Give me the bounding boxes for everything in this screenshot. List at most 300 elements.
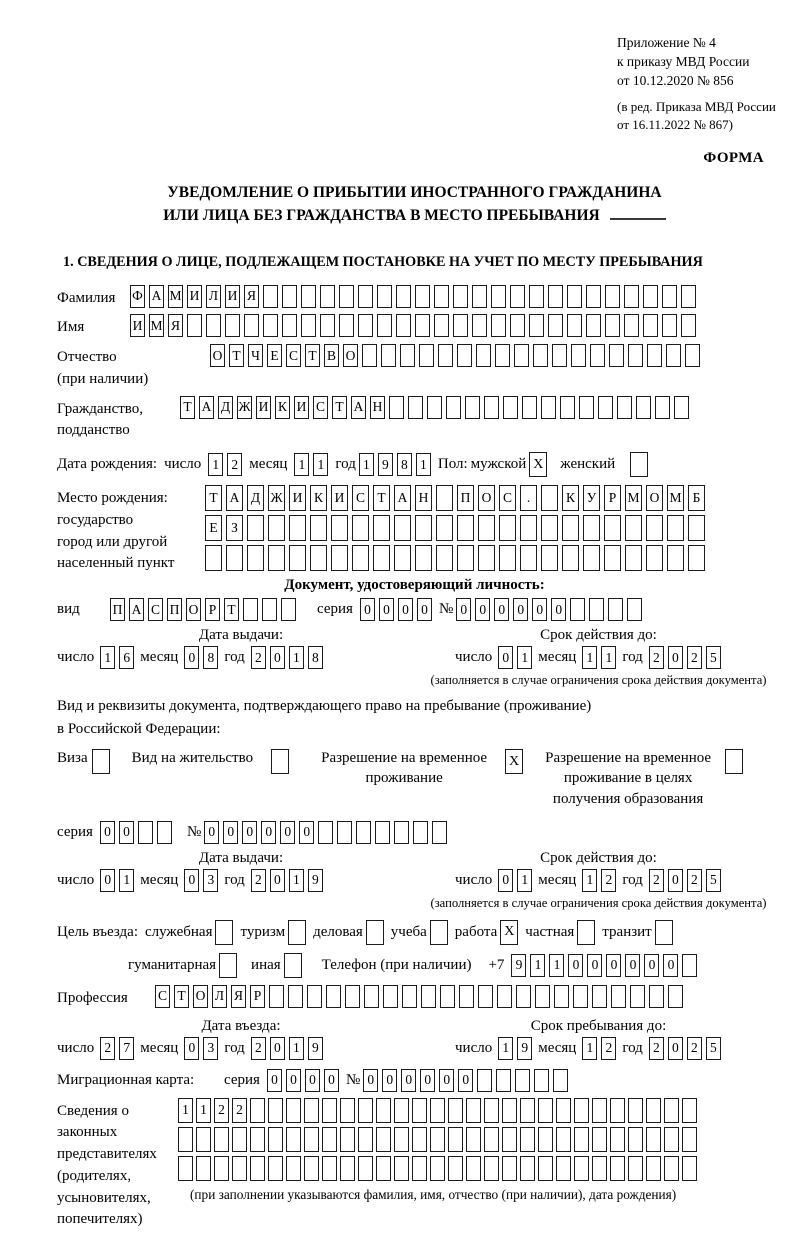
form-cell[interactable] [301, 314, 316, 337]
form-cell[interactable] [358, 285, 373, 308]
form-cell[interactable]: Р [205, 598, 220, 621]
form-cell[interactable] [520, 1156, 535, 1181]
form-cell[interactable]: 1 [289, 869, 304, 892]
form-cell[interactable] [289, 515, 306, 541]
form-cell[interactable]: 0 [513, 598, 528, 621]
form-cell[interactable] [430, 1127, 445, 1152]
form-cell[interactable]: 2 [214, 1098, 229, 1123]
form-cell[interactable]: 0 [625, 954, 640, 977]
form-cell[interactable] [625, 515, 642, 541]
form-cell[interactable]: К [275, 396, 290, 419]
form-cell[interactable]: О [210, 344, 225, 367]
form-cell[interactable]: Д [218, 396, 233, 419]
form-cell[interactable] [322, 1098, 337, 1123]
form-cell[interactable]: Т [224, 598, 239, 621]
form-cell[interactable]: 0 [668, 1037, 683, 1060]
form-cell[interactable] [725, 749, 743, 774]
form-cell[interactable] [688, 515, 705, 541]
form-cell[interactable]: И [331, 485, 348, 511]
form-cell[interactable]: С [313, 396, 328, 419]
form-cell[interactable]: 5 [706, 646, 721, 669]
form-cell[interactable] [250, 1156, 265, 1181]
form-cell[interactable]: 1 [289, 646, 304, 669]
form-cell[interactable]: 0 [668, 646, 683, 669]
form-cell[interactable]: Я [231, 985, 246, 1008]
form-cell[interactable] [263, 285, 278, 308]
form-cell[interactable]: К [310, 485, 327, 511]
form-cell[interactable] [389, 396, 404, 419]
form-cell[interactable]: 0 [360, 598, 375, 621]
form-cell[interactable] [604, 515, 621, 541]
form-cell[interactable] [459, 985, 474, 1008]
form-cell[interactable] [510, 285, 525, 308]
form-cell[interactable]: Т [332, 396, 347, 419]
form-cell[interactable]: 0 [305, 1069, 320, 1092]
form-cell[interactable]: 1 [530, 954, 545, 977]
form-cell[interactable] [562, 515, 579, 541]
form-cell[interactable] [610, 1098, 625, 1123]
form-cell[interactable]: 0 [299, 821, 314, 844]
form-cell[interactable] [538, 1127, 553, 1152]
form-cell[interactable] [466, 1156, 481, 1181]
form-cell[interactable] [491, 285, 506, 308]
form-cell[interactable] [436, 515, 453, 541]
form-cell[interactable]: Е [267, 344, 282, 367]
form-cell[interactable]: О [478, 485, 495, 511]
form-cell[interactable] [589, 598, 604, 621]
form-cell[interactable] [268, 1098, 283, 1123]
form-cell[interactable]: 2 [601, 869, 616, 892]
form-cell[interactable] [358, 314, 373, 337]
form-cell[interactable] [514, 344, 529, 367]
form-cell[interactable] [289, 545, 306, 571]
form-cell[interactable] [196, 1156, 211, 1181]
form-cell[interactable] [269, 985, 284, 1008]
form-cell[interactable]: 1 [208, 453, 223, 476]
form-cell[interactable] [377, 314, 392, 337]
form-cell[interactable] [529, 314, 544, 337]
form-cell[interactable]: 0 [100, 821, 115, 844]
form-cell[interactable] [320, 285, 335, 308]
form-cell[interactable] [268, 1127, 283, 1152]
form-cell[interactable]: Л [212, 985, 227, 1008]
form-cell[interactable] [244, 314, 259, 337]
form-cell[interactable] [554, 985, 569, 1008]
form-cell[interactable] [288, 920, 306, 945]
form-cell[interactable]: З [226, 515, 243, 541]
form-cell[interactable]: 0 [663, 954, 678, 977]
form-cell[interactable] [647, 344, 662, 367]
form-cell[interactable]: Т [205, 485, 222, 511]
form-cell[interactable]: С [499, 485, 516, 511]
form-cell[interactable] [362, 344, 377, 367]
form-cell[interactable] [394, 1127, 409, 1152]
form-cell[interactable] [301, 285, 316, 308]
form-cell[interactable] [574, 1156, 589, 1181]
form-cell[interactable]: 1 [582, 869, 597, 892]
form-cell[interactable] [502, 1098, 517, 1123]
form-cell[interactable]: И [289, 485, 306, 511]
form-cell[interactable] [310, 545, 327, 571]
form-cell[interactable] [502, 1127, 517, 1152]
form-cell[interactable]: 1 [294, 453, 309, 476]
form-cell[interactable] [562, 545, 579, 571]
form-cell[interactable]: 0 [587, 954, 602, 977]
form-cell[interactable] [457, 545, 474, 571]
form-cell[interactable] [666, 344, 681, 367]
form-cell[interactable]: М [149, 314, 164, 337]
form-cell[interactable]: 9 [517, 1037, 532, 1060]
form-cell[interactable] [516, 985, 531, 1008]
form-cell[interactable]: У [583, 485, 600, 511]
form-cell[interactable]: 2 [601, 1037, 616, 1060]
form-cell[interactable] [662, 285, 677, 308]
form-cell[interactable] [592, 1127, 607, 1152]
form-cell[interactable] [541, 545, 558, 571]
form-cell[interactable]: В [324, 344, 339, 367]
form-cell[interactable] [408, 396, 423, 419]
form-cell[interactable] [282, 314, 297, 337]
form-cell[interactable] [307, 985, 322, 1008]
form-cell[interactable] [430, 1156, 445, 1181]
form-cell[interactable] [376, 1127, 391, 1152]
form-cell[interactable] [288, 985, 303, 1008]
form-cell[interactable] [453, 285, 468, 308]
form-cell[interactable]: А [149, 285, 164, 308]
form-cell[interactable] [394, 821, 409, 844]
form-cell[interactable]: А [199, 396, 214, 419]
form-cell[interactable] [541, 396, 556, 419]
form-cell[interactable] [187, 314, 202, 337]
form-cell[interactable] [366, 920, 384, 945]
form-cell[interactable] [396, 285, 411, 308]
form-cell[interactable]: Д [247, 485, 264, 511]
form-cell[interactable] [515, 1069, 530, 1092]
form-cell[interactable] [548, 285, 563, 308]
form-cell[interactable] [243, 598, 258, 621]
form-cell[interactable]: 0 [363, 1069, 378, 1092]
form-cell[interactable] [434, 285, 449, 308]
form-cell[interactable] [340, 1127, 355, 1152]
form-cell[interactable] [205, 545, 222, 571]
form-cell[interactable] [556, 1098, 571, 1123]
form-cell[interactable] [538, 1156, 553, 1181]
form-cell[interactable]: М [168, 285, 183, 308]
form-cell[interactable]: С [148, 598, 163, 621]
form-cell[interactable] [339, 285, 354, 308]
form-cell[interactable]: 2 [100, 1037, 115, 1060]
form-cell[interactable]: 1 [582, 646, 597, 669]
form-cell[interactable]: 9 [308, 869, 323, 892]
form-cell[interactable] [567, 314, 582, 337]
form-cell[interactable] [510, 314, 525, 337]
form-cell[interactable] [412, 1127, 427, 1152]
form-cell[interactable]: О [186, 598, 201, 621]
form-cell[interactable] [533, 344, 548, 367]
form-cell[interactable] [605, 285, 620, 308]
form-cell[interactable] [457, 344, 472, 367]
form-cell[interactable] [215, 920, 233, 945]
form-cell[interactable]: 1 [416, 453, 431, 476]
form-cell[interactable] [250, 1127, 265, 1152]
form-cell[interactable]: 2 [251, 869, 266, 892]
form-cell[interactable] [345, 985, 360, 1008]
form-cell[interactable] [552, 344, 567, 367]
form-cell[interactable] [271, 749, 289, 774]
form-cell[interactable] [226, 545, 243, 571]
form-cell[interactable]: 1 [517, 646, 532, 669]
form-cell[interactable] [682, 1127, 697, 1152]
form-cell[interactable]: Я [244, 285, 259, 308]
form-cell[interactable] [400, 344, 415, 367]
form-cell[interactable] [352, 545, 369, 571]
form-cell[interactable]: 5 [706, 869, 721, 892]
form-cell[interactable] [322, 1156, 337, 1181]
form-cell[interactable] [381, 344, 396, 367]
form-cell[interactable] [649, 985, 664, 1008]
form-cell[interactable]: 9 [378, 453, 393, 476]
form-cell[interactable] [326, 985, 341, 1008]
form-cell[interactable] [376, 1156, 391, 1181]
form-cell[interactable] [520, 1098, 535, 1123]
form-cell[interactable] [567, 285, 582, 308]
form-cell[interactable] [413, 821, 428, 844]
form-cell[interactable] [667, 515, 684, 541]
form-cell[interactable] [477, 1069, 492, 1092]
form-cell[interactable] [466, 1127, 481, 1152]
form-cell[interactable] [448, 1098, 463, 1123]
form-cell[interactable] [331, 545, 348, 571]
form-cell[interactable] [375, 821, 390, 844]
form-cell[interactable]: Л [206, 285, 221, 308]
form-cell[interactable]: И [225, 285, 240, 308]
form-cell[interactable]: 1 [196, 1098, 211, 1123]
form-cell[interactable] [438, 344, 453, 367]
form-cell[interactable] [394, 545, 411, 571]
form-cell[interactable] [522, 396, 537, 419]
form-cell[interactable]: 0 [223, 821, 238, 844]
form-cell[interactable] [457, 515, 474, 541]
form-cell[interactable] [628, 344, 643, 367]
form-cell[interactable] [196, 1127, 211, 1152]
form-cell[interactable]: 0 [184, 1037, 199, 1060]
form-cell[interactable]: 0 [551, 598, 566, 621]
form-cell[interactable]: 0 [456, 598, 471, 621]
form-cell[interactable] [356, 821, 371, 844]
form-cell[interactable] [590, 344, 605, 367]
form-cell[interactable] [667, 545, 684, 571]
form-cell[interactable] [92, 749, 110, 774]
form-cell[interactable] [446, 396, 461, 419]
form-cell[interactable] [664, 1156, 679, 1181]
form-cell[interactable] [688, 545, 705, 571]
form-cell[interactable]: 0 [270, 1037, 285, 1060]
form-cell[interactable]: 8 [308, 646, 323, 669]
form-cell[interactable] [592, 1156, 607, 1181]
form-cell[interactable]: 0 [606, 954, 621, 977]
form-cell[interactable] [625, 545, 642, 571]
form-cell[interactable] [664, 1127, 679, 1152]
form-cell[interactable]: М [625, 485, 642, 511]
form-cell[interactable] [383, 985, 398, 1008]
form-cell[interactable] [268, 1156, 283, 1181]
form-cell[interactable]: 1 [119, 869, 134, 892]
form-cell[interactable]: П [457, 485, 474, 511]
form-cell[interactable] [499, 545, 516, 571]
form-cell[interactable] [682, 1098, 697, 1123]
form-cell[interactable] [624, 285, 639, 308]
form-cell[interactable]: С [155, 985, 170, 1008]
form-cell[interactable]: Р [250, 985, 265, 1008]
form-cell[interactable]: 9 [308, 1037, 323, 1060]
form-cell[interactable] [472, 285, 487, 308]
form-cell[interactable] [655, 396, 670, 419]
form-cell[interactable]: К [562, 485, 579, 511]
form-cell[interactable] [436, 485, 453, 511]
form-cell[interactable] [304, 1156, 319, 1181]
form-cell[interactable] [541, 485, 558, 511]
form-cell[interactable] [268, 545, 285, 571]
form-cell[interactable]: 0 [644, 954, 659, 977]
form-cell[interactable]: А [226, 485, 243, 511]
form-cell[interactable] [535, 985, 550, 1008]
form-cell[interactable]: 0 [270, 869, 285, 892]
form-cell[interactable] [419, 344, 434, 367]
form-cell[interactable] [598, 396, 613, 419]
form-cell[interactable] [674, 396, 689, 419]
form-cell[interactable] [496, 1069, 511, 1092]
form-cell[interactable]: 0 [204, 821, 219, 844]
form-cell[interactable]: 0 [184, 646, 199, 669]
form-cell[interactable] [627, 598, 642, 621]
form-cell[interactable] [608, 598, 623, 621]
form-cell[interactable]: П [110, 598, 125, 621]
form-cell[interactable]: 9 [511, 954, 526, 977]
form-cell[interactable] [610, 1127, 625, 1152]
form-cell[interactable] [453, 314, 468, 337]
form-cell[interactable] [206, 314, 221, 337]
form-cell[interactable] [232, 1127, 247, 1152]
form-cell[interactable] [394, 515, 411, 541]
form-cell[interactable]: 0 [242, 821, 257, 844]
form-cell[interactable]: 0 [498, 646, 513, 669]
form-cell[interactable]: Ж [237, 396, 252, 419]
form-cell[interactable]: 2 [687, 869, 702, 892]
form-cell[interactable] [225, 314, 240, 337]
form-cell[interactable] [664, 1098, 679, 1123]
form-cell[interactable] [681, 285, 696, 308]
form-cell[interactable]: П [167, 598, 182, 621]
form-cell[interactable] [465, 396, 480, 419]
form-cell[interactable] [178, 1127, 193, 1152]
form-cell[interactable] [586, 285, 601, 308]
form-cell[interactable]: 0 [420, 1069, 435, 1092]
form-cell[interactable] [491, 314, 506, 337]
form-cell[interactable]: 1 [313, 453, 328, 476]
form-cell[interactable] [520, 515, 537, 541]
form-cell[interactable] [337, 821, 352, 844]
form-cell[interactable] [304, 1098, 319, 1123]
form-cell[interactable] [574, 1098, 589, 1123]
form-cell[interactable] [646, 1098, 661, 1123]
form-cell[interactable] [534, 1069, 549, 1092]
form-cell[interactable] [548, 314, 563, 337]
form-cell[interactable]: С [286, 344, 301, 367]
form-cell[interactable]: 0 [267, 1069, 282, 1092]
form-cell[interactable] [448, 1127, 463, 1152]
form-cell[interactable] [478, 985, 493, 1008]
form-cell[interactable]: 1 [100, 646, 115, 669]
form-cell[interactable] [574, 1127, 589, 1152]
form-cell[interactable] [484, 396, 499, 419]
form-cell[interactable]: 0 [270, 646, 285, 669]
form-cell[interactable]: Н [370, 396, 385, 419]
form-cell[interactable]: Я [168, 314, 183, 337]
form-cell[interactable] [586, 314, 601, 337]
form-cell[interactable] [157, 821, 172, 844]
form-cell[interactable] [310, 515, 327, 541]
form-cell[interactable]: 7 [119, 1037, 134, 1060]
form-cell[interactable] [476, 344, 491, 367]
form-cell[interactable] [604, 545, 621, 571]
form-cell[interactable]: 0 [286, 1069, 301, 1092]
form-cell[interactable] [412, 1098, 427, 1123]
form-cell[interactable]: И [130, 314, 145, 337]
form-cell[interactable]: И [294, 396, 309, 419]
form-cell[interactable]: 0 [532, 598, 547, 621]
form-cell[interactable] [448, 1156, 463, 1181]
form-cell[interactable]: 1 [359, 453, 374, 476]
form-cell[interactable]: 0 [184, 869, 199, 892]
form-cell[interactable]: М [667, 485, 684, 511]
form-cell[interactable]: 0 [324, 1069, 339, 1092]
form-cell[interactable]: Т [229, 344, 244, 367]
form-cell[interactable] [495, 344, 510, 367]
form-cell[interactable] [358, 1156, 373, 1181]
form-cell[interactable] [592, 985, 607, 1008]
form-cell[interactable] [178, 1156, 193, 1181]
form-cell[interactable]: 8 [397, 453, 412, 476]
form-cell[interactable] [646, 545, 663, 571]
form-cell[interactable]: О [646, 485, 663, 511]
form-cell[interactable]: И [187, 285, 202, 308]
form-cell[interactable] [247, 545, 264, 571]
form-cell[interactable] [286, 1127, 301, 1152]
form-cell[interactable]: Н [415, 485, 432, 511]
form-cell[interactable] [617, 396, 632, 419]
form-cell[interactable] [611, 985, 626, 1008]
form-cell[interactable] [579, 396, 594, 419]
form-cell[interactable] [628, 1127, 643, 1152]
form-cell[interactable] [609, 344, 624, 367]
form-cell[interactable]: 0 [568, 954, 583, 977]
form-cell[interactable]: 0 [668, 869, 683, 892]
form-cell[interactable]: С [352, 485, 369, 511]
form-cell[interactable]: А [394, 485, 411, 511]
form-cell[interactable] [520, 1127, 535, 1152]
form-cell[interactable]: 2 [251, 646, 266, 669]
form-cell[interactable] [556, 1156, 571, 1181]
form-cell[interactable]: О [343, 344, 358, 367]
form-cell[interactable] [646, 1127, 661, 1152]
form-cell[interactable] [415, 545, 432, 571]
form-cell[interactable]: 0 [280, 821, 295, 844]
form-cell[interactable] [412, 1156, 427, 1181]
form-cell[interactable] [685, 344, 700, 367]
form-cell[interactable] [610, 1156, 625, 1181]
form-cell[interactable] [553, 1069, 568, 1092]
form-cell[interactable]: Т [373, 485, 390, 511]
